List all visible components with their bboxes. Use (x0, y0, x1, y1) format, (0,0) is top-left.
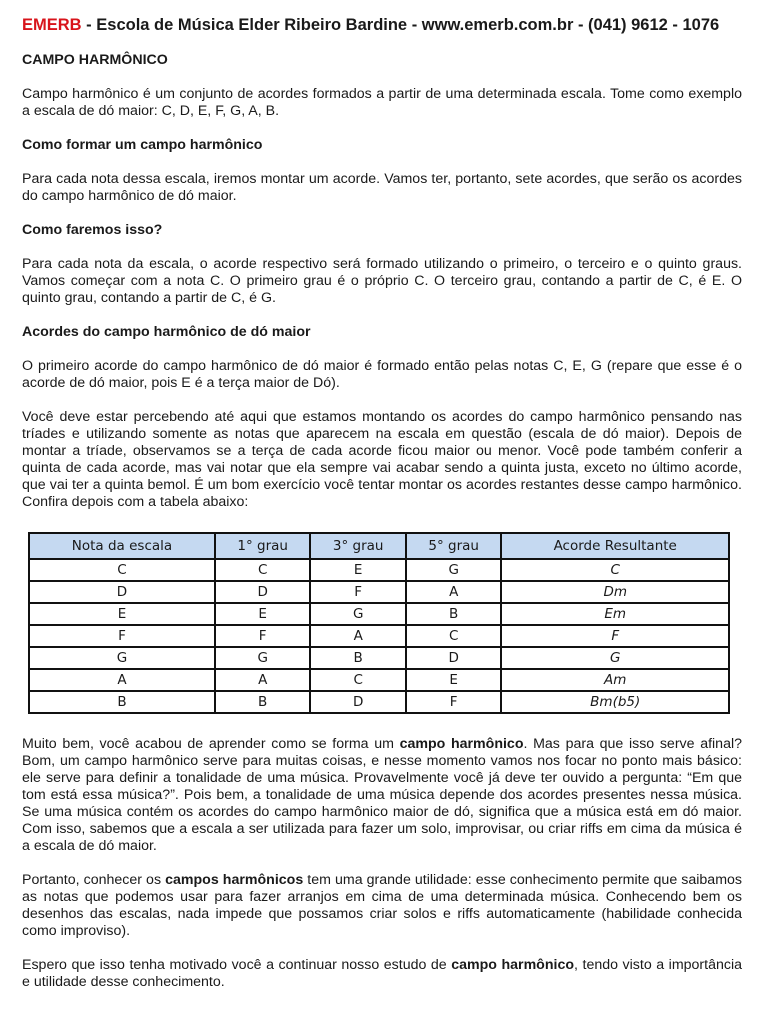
section-acordes-text-2: Você deve estar percebendo até aqui que estamos montando os acordes do campo harmônico pensando nas tríades e utilizando somente as notas que aparecem na escala em questão (escala de dó maior). Depois de montar a tríade, observamos se a terça de cada acorde ficou maior ou menor. Você pode também conferir a quinta de cada acorde, mas vai notar que ela sempre vai acabar sendo a quinta justa, exceto no último acorde, que vai ter a quinta bemol. É um bom exercício você tentar montar os acordes restantes desse campo harmônico. Confira depois com a tabela abaixo: (22, 409, 742, 510)
table-cell: C (215, 559, 311, 581)
text-run: . Mas para que isso serve afinal? Bom, um campo harmônico serve para muitas coisas, e nesse momento vamos nos focar no ponto mais básico: ele serve para definir a tonalidade de uma música. Provavelmente você já deve ter ouvido a pergunta: “Em que tom está essa música?”. Pois bem, a tonalidade de uma música depende dos acordes presentes nessa música. Se uma música contém os acordes do campo harmônico maior de dó, significa que a música está em dó maior. Com isso, sabemos que a escala a ser utilizada para fazer um solo, improvisar, ou criar riffs em cima da música é a escala de dó maior. (22, 736, 742, 854)
table-cell: Bm(b5) (501, 691, 729, 713)
section-heading-formar: Como formar um campo harmônico (22, 137, 263, 153)
table-row (29, 559, 729, 581)
table-cell: G (310, 603, 406, 625)
table-cell: A (310, 625, 406, 647)
table-cell: Em (501, 603, 729, 625)
table-cell: C (501, 559, 729, 581)
table-cell: E (29, 603, 215, 625)
section-faremos-text: Para cada nota da escala, o acorde respectivo será formado utilizando o primeiro, o terceiro e o quinto graus. Vamos começar com a nota C. O primeiro grau é o próprio C. O terceiro grau, contando a partir de C, é E. O quinto grau, contando a partir de C, é G. (22, 256, 742, 306)
table-cell: B (215, 691, 311, 713)
table-cell: E (406, 669, 502, 691)
table-cell: G (406, 559, 502, 581)
col-header-1-grau: 1° grau (215, 533, 311, 559)
section-acordes-text-1: O primeiro acorde do campo harmônico de dó maior é formado então pelas notas C, E, G (repare que esse é o acorde de dó maior, pois E é a terça maior de Dó). (22, 358, 742, 391)
page-title: CAMPO HARMÔNICO (22, 52, 168, 68)
table-row (29, 603, 729, 625)
table-cell: B (406, 603, 502, 625)
table-cell: F (501, 625, 729, 647)
table-row (29, 669, 729, 691)
col-header-3-grau: 3° grau (310, 533, 406, 559)
table-cell: D (29, 581, 215, 603)
table-cell: F (215, 625, 311, 647)
header-info: - Escola de Música Elder Ribeiro Bardine - www.emerb.com.br - (041) 9612 - 1076 (81, 16, 720, 34)
table-cell: F (406, 691, 502, 713)
section-heading-acordes: Acordes do campo harmônico de dó maior (22, 324, 311, 340)
table-cell: G (501, 647, 729, 669)
document-page (22, 14, 742, 991)
table-row (29, 625, 729, 647)
table-cell: C (310, 669, 406, 691)
table-cell: D (215, 581, 311, 603)
table-cell: E (310, 559, 406, 581)
section-heading-faremos: Como faremos isso? (22, 222, 163, 238)
paragraph-utilidade (22, 872, 742, 940)
table-cell: A (29, 669, 215, 691)
text-run: tem uma grande utilidade: esse conhecimento permite que saibamos as notas que podemos usar para fazer arranjos em cima de uma determinada música. Conhecendo bem os desenhos das escalas, nada impede que possamos criar solos e riffs automaticamente (habilidade conhecida como improviso). (22, 872, 742, 939)
table-cell: C (29, 559, 215, 581)
table-cell: E (215, 603, 311, 625)
document-header (22, 14, 742, 36)
table-cell: D (406, 647, 502, 669)
table-cell: A (406, 581, 502, 603)
table-cell: C (406, 625, 502, 647)
table-cell: B (29, 691, 215, 713)
table-cell: Am (501, 669, 729, 691)
brand-name: EMERB (22, 16, 82, 34)
table-row (29, 581, 729, 603)
intro-paragraph: Campo harmônico é um conjunto de acordes formados a partir de uma determinada escala. Tome como exemplo a escala de dó maior: C, D, E, F, G, A, B. (22, 86, 742, 119)
col-header-nota: Nota da escala (29, 533, 215, 559)
table-cell: G (215, 647, 311, 669)
bold-term: campo harmônico (451, 957, 575, 973)
text-run: Portanto, conhecer os (22, 872, 166, 888)
table-cell: B (310, 647, 406, 669)
paragraph-tonalidade (22, 736, 742, 855)
table-cell: D (310, 691, 406, 713)
table-row (29, 691, 729, 713)
table-cell: F (29, 625, 215, 647)
table-row (29, 647, 729, 669)
chord-table-header-row (29, 533, 729, 559)
table-cell: Dm (501, 581, 729, 603)
bold-term: campos harmônicos (165, 872, 304, 888)
col-header-5-grau: 5° grau (406, 533, 502, 559)
bold-term: campo harmônico (399, 736, 524, 752)
text-run: , tendo visto a importância e utilidade desse conhecimento. (22, 957, 742, 990)
text-run: Espero que isso tenha motivado você a continuar nosso estudo de (22, 957, 452, 973)
text-run: Muito bem, você acabou de aprender como se forma um (22, 736, 400, 752)
paragraph-conclusao (22, 957, 742, 991)
section-formar-text: Para cada nota dessa escala, iremos montar um acorde. Vamos ter, portanto, sete acordes, que serão os acordes do campo harmônico de dó maior. (22, 171, 742, 204)
col-header-acorde: Acorde Resultante (501, 533, 729, 559)
chord-table (28, 532, 730, 714)
table-cell: F (310, 581, 406, 603)
table-cell: A (215, 669, 311, 691)
table-cell: G (29, 647, 215, 669)
